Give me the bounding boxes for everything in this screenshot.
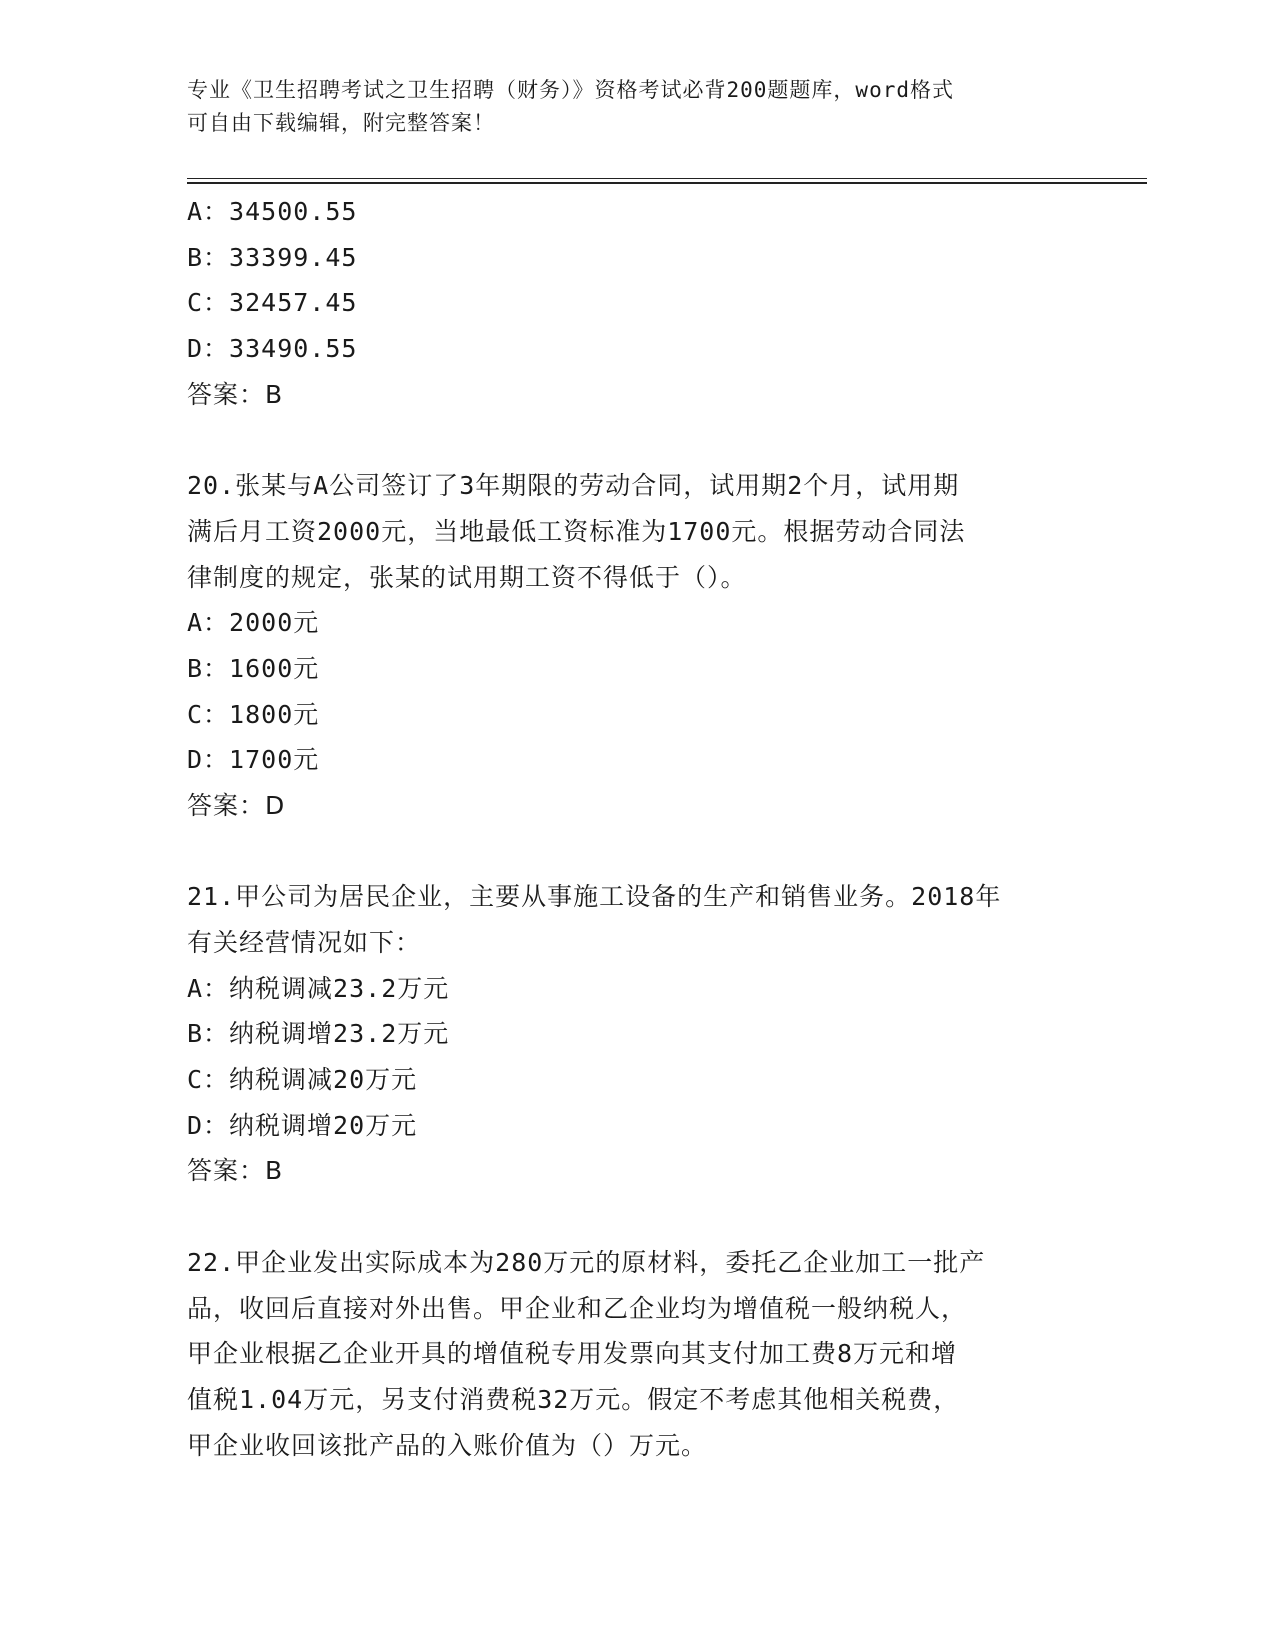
- option-b: B：1600元: [187, 653, 320, 683]
- header-title-line-2: 可自由下载编辑，附完整答案！: [187, 111, 495, 135]
- answer-line: 答案：B: [187, 1156, 284, 1186]
- question-list: [187, 189, 1087, 1468]
- header-divider-bottom: [187, 182, 1147, 184]
- question-20: [187, 463, 1087, 829]
- option-c: C：1800元: [187, 699, 320, 729]
- question-text-line: 律制度的规定，张某的试用期工资不得低于（）。: [187, 562, 747, 592]
- option-a: A：34500.55: [187, 197, 358, 226]
- question-text-line: 品，收回后直接对外出售。甲企业和乙企业均为增值税一般纳税人，: [187, 1293, 968, 1323]
- question-21: [187, 874, 1087, 1194]
- header-divider-top: [187, 178, 1147, 179]
- answer-line: 答案：D: [187, 790, 286, 820]
- question-22: [187, 1240, 1087, 1468]
- option-d: D：纳税调增20万元: [187, 1110, 418, 1140]
- option-c: C：纳税调减20万元: [187, 1065, 418, 1095]
- option-a: A：纳税调减23.2万元: [187, 973, 450, 1003]
- document-header: [187, 74, 1087, 140]
- option-c: C：32457.45: [187, 288, 358, 318]
- answer-line: 答案：B: [187, 379, 284, 409]
- option-d: D：33490.55: [187, 334, 358, 364]
- option-b: B：纳税调增23.2万元: [187, 1019, 450, 1049]
- question-text-line: 甲企业根据乙企业开具的增值税专用发票向其支付加工费8万元和增: [187, 1339, 958, 1369]
- question-text-line: 有关经营情况如下：: [187, 928, 422, 957]
- question-text-line: 20.张某与A公司签订了3年期限的劳动合同，试用期2个月，试用期: [187, 471, 960, 501]
- question-text-line: 满后月工资2000元，当地最低工资标准为1700元。根据劳动合同法: [187, 516, 966, 546]
- option-d: D：1700元: [187, 745, 320, 775]
- question-text-line: 甲企业收回该批产品的入账价值为（）万元。: [187, 1430, 708, 1460]
- header-title-line-1: 专业《卫生招聘考试之卫生招聘（财务）》资格考试必背200题题库，word格式: [187, 78, 954, 102]
- question-text-line: 值税1.04万元，另支付消费税32万元。假定不考虑其他相关税费，: [187, 1384, 960, 1414]
- question-text-line: 21.甲公司为居民企业，主要从事施工设备的生产和销售业务。2018年: [187, 882, 1002, 912]
- question-19-continued: [187, 189, 1087, 417]
- option-b: B：33399.45: [187, 242, 358, 272]
- option-a: A：2000元: [187, 608, 320, 638]
- question-text-line: 22.甲企业发出实际成本为280万元的原材料，委托乙企业加工一批产: [187, 1247, 986, 1277]
